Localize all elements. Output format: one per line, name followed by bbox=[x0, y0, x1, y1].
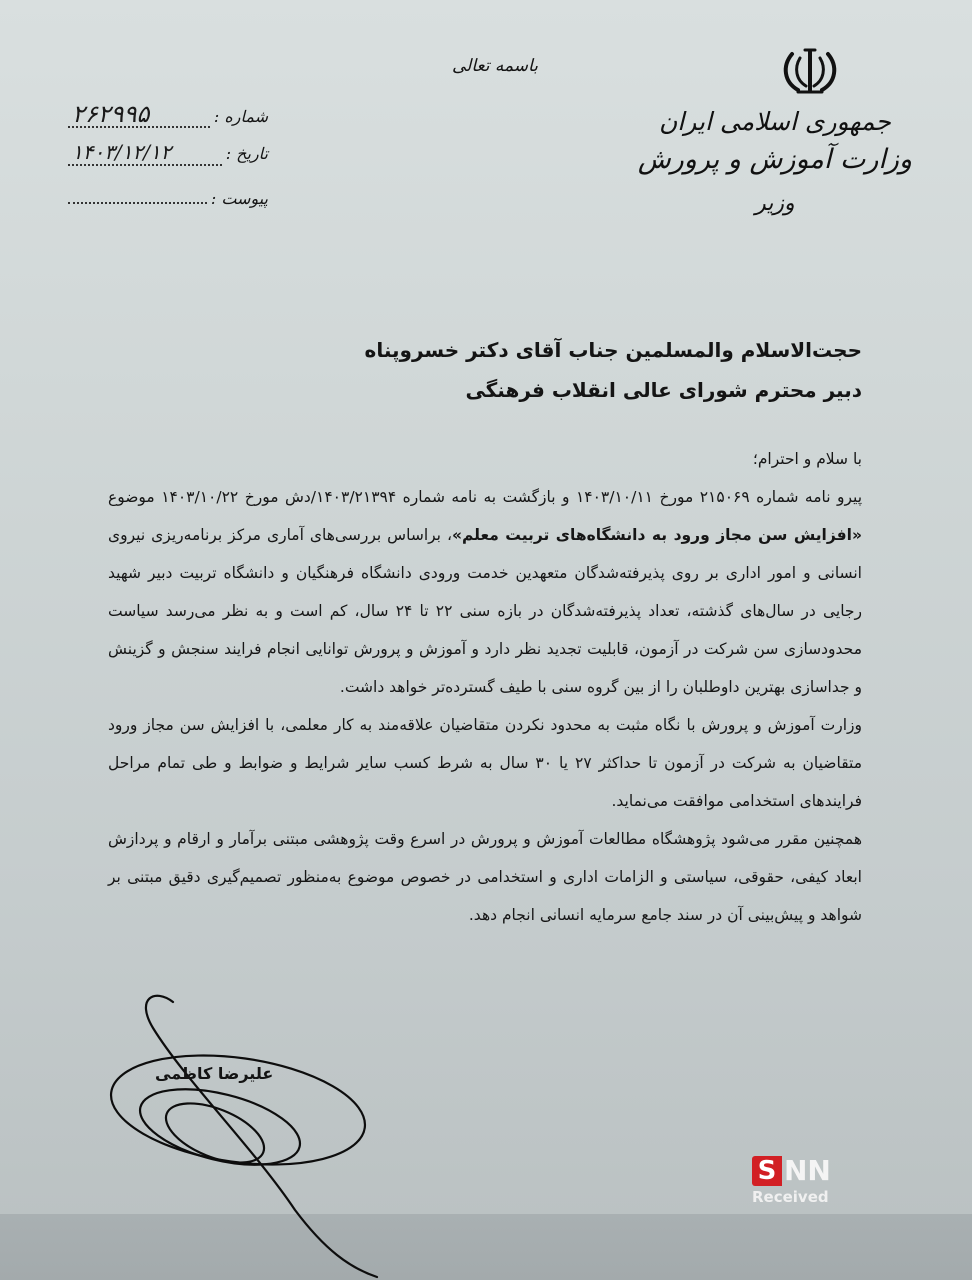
letter-body bbox=[108, 440, 862, 934]
number-field bbox=[68, 102, 268, 140]
signer-name: علیرضا کاظمی bbox=[155, 1064, 274, 1083]
paragraph-1-rest: ، براساس بررسی‌های آماری مرکز برنامه‌ریزی نیروی انسانی و امور اداری بر روی پذیرفته‌شدگان متعهدین خدمت ورودی دانشگاه فرهنگیان و دانشگاه تربیت دبیر شهید رجایی در سال‌های گذشته، تعداد پذیرفته‌شدگان در بازه سنی ۲۲ تا ۲۴ سال، کم است و به نظر می‌رسد سیاست محدودسازی سن شرکت در آزمون، قابلیت تجدید نظر دارد و آموزش و پرورش توانایی انجام فرایند سنجش و گزینش و جداسازی بهترین داوطلبان را از بین گروه سنی با طیف گسترده‌تر خواهد داشت. bbox=[108, 526, 862, 696]
letterhead-title bbox=[638, 104, 912, 222]
attachment-value bbox=[68, 178, 207, 204]
snn-logo-s: S bbox=[752, 1156, 782, 1186]
subject-title: «افزایش سن مجاز ورود به دانشگاه‌های تربیت معلم» bbox=[452, 526, 862, 544]
office-name: وزیر bbox=[755, 191, 795, 216]
letter-meta bbox=[68, 102, 268, 216]
date-value: ۱۴۰۳/۱۲/۱۲ bbox=[68, 140, 222, 166]
recipient-title: دبیر محترم شورای عالی انقلاب فرهنگی bbox=[465, 378, 862, 402]
number-value: ۲۶۲۹۹۵ bbox=[68, 102, 210, 128]
paragraph-1-intro: پیرو نامه شماره ۲۱۵۰۶۹ مورخ ۱۴۰۳/۱۰/۱۱ و بازگشت به نامه شماره ۱۴۰۳/۲۱۳۹۴/دش مورخ ۱۴۰۳/۱۰/۲۲ موضوع bbox=[108, 488, 863, 506]
attachment-field bbox=[68, 178, 268, 216]
basmala: باسمه تعالی bbox=[452, 56, 538, 76]
ministry-name: وزارت آموزش و پرورش bbox=[637, 144, 912, 175]
iran-emblem-icon bbox=[782, 44, 838, 98]
date-label: تاریخ : bbox=[225, 144, 268, 163]
signature-scribble bbox=[95, 990, 395, 1280]
attachment-label: پیوست : bbox=[210, 189, 268, 208]
number-label: شماره : bbox=[213, 107, 268, 126]
paragraph-2: وزارت آموزش و پرورش با نگاه مثبت به محدود نکردن متقاضیان علاقه‌مند به کار معلمی، با افزایش سن مجاز ورود متقاضیان به شرکت در آزمون تا حداکثر ۲۷ یا ۳۰ سال به شرط کسب سایر شرایط و ضوابط و طی تمام مراحل فرایندهای استخدامی موافقت می‌نماید. bbox=[108, 716, 863, 810]
date-field bbox=[68, 140, 268, 178]
watermark-label: Received bbox=[752, 1188, 829, 1206]
recipient-block bbox=[365, 330, 862, 410]
paragraph-3: همچنین مقرر می‌شود پژوهشگاه مطالعات آموزش و پرورش در اسرع وقت پژوهشی مبتنی برآمار و ارقام و پردازش ابعاد کیفی، حقوقی، سیاستی و الزامات اداری و استخدامی در خصوص موضوع به‌منظور تصمیم‌گیری دقیق مبتنی بر شواهد و پیش‌بینی آن در سند جامع سرمایه انسانی انجام دهد. bbox=[108, 830, 862, 924]
paragraph-1 bbox=[108, 478, 862, 706]
snn-watermark bbox=[752, 1156, 838, 1206]
greeting: با سلام و احترام؛ bbox=[752, 450, 862, 468]
government-name: جمهوری اسلامی ایران bbox=[658, 107, 891, 136]
recipient-name: حجت‌الاسلام والمسلمین جناب آقای دکتر خسروپناه bbox=[364, 338, 862, 362]
snn-logo-nn: NN bbox=[784, 1154, 831, 1187]
